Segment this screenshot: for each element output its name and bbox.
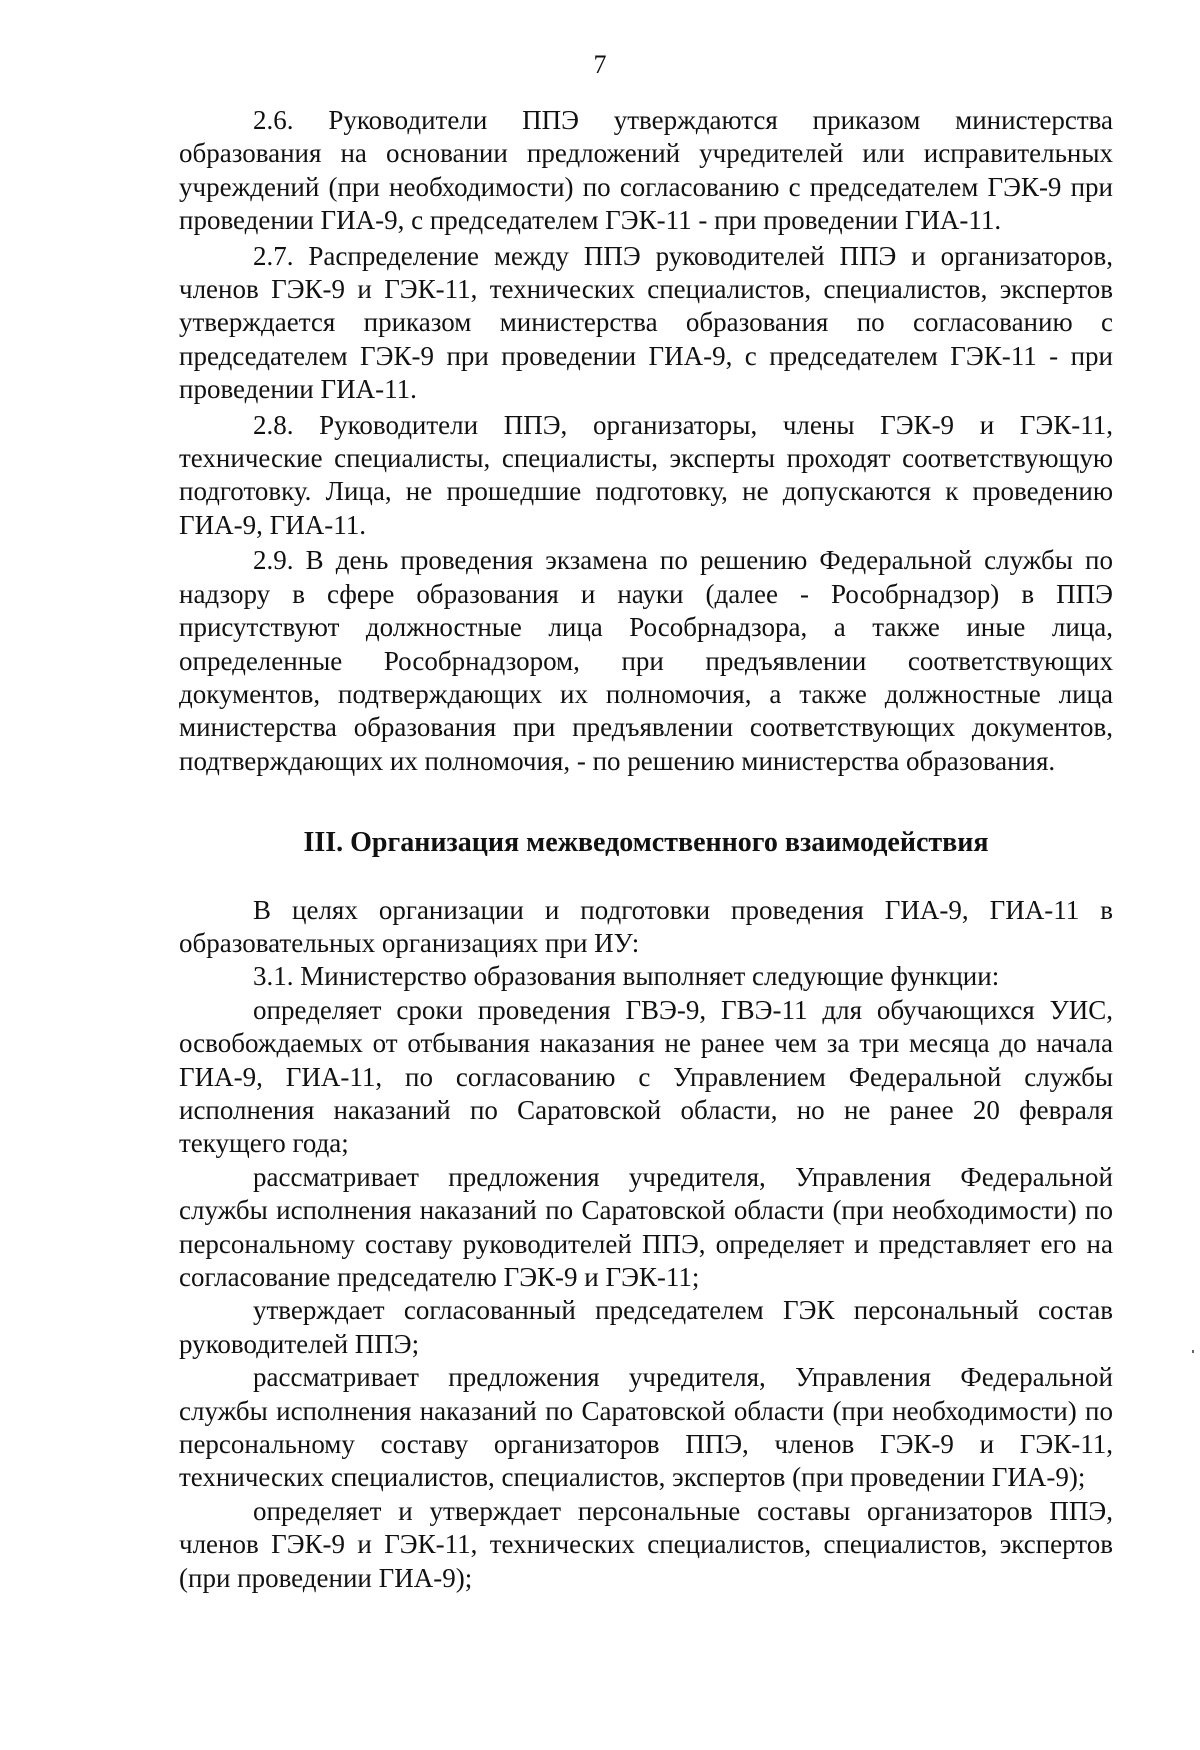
scan-speck [1192, 1350, 1194, 1353]
paragraph-2-6: 2.6. Руководители ППЭ утверждаются приказом министерства образования на основании предложений учредителей или исправительных учреждений (при необходимости) по согласованию с председателем ГЭК-9 при проведении ГИА-9, с председателем ГЭК-11 - при проведении ГИА-11. [179, 105, 1113, 236]
section-heading: III. Организация межведомственного взаимодействия [303, 827, 989, 859]
paragraph-2-9: 2.9. В день проведения экзамена по решению Федеральной службы по надзору в сфере образования и науки (далее - Рособрнадзор) в ППЭ присутствуют должностные лица Рособрнадзора, а также иные лица, определенные Рособрнадзором, при предъявлении соответствующих документов, подтверждающих их полномочия, а также должностные лица министерства образования при предъявлении соответствующих документов, подтверждающих их полномочия, - по решению министерства образования. [179, 545, 1113, 776]
function-exam-dates: определяет сроки проведения ГВЭ-9, ГВЭ-11 для обучающихся УИС, освобождаемых от отбывания наказания не ранее чем за три месяца до начала ГИА-9, ГИА-11, по согласованию с Управлением Федеральной службы исполнения наказаний по Саратовской области, но не ранее 20 февраля текущего года; [179, 994, 1113, 1159]
paragraph-2-7: 2.7. Распределение между ППЭ руководителей ППЭ и организаторов, членов ГЭК-9 и ГЭК-11, технических специалистов, специалистов, экспертов утверждается приказом министерства образования по согласованию с председателем ГЭК-9 при проведении ГИА-9, с председателем ГЭК-11 - при проведении ГИА-11. [179, 240, 1113, 405]
function-review-staff-proposals: рассматривает предложения учредителя, Управления Федеральной службы исполнения наказаний по Саратовской области (при необходимости) по персональному составу организаторов ППЭ, членов ГЭК-9 и ГЭК-11, технических специалистов, специалистов, экспертов (при проведении ГИА-9); [179, 1362, 1113, 1493]
paragraph-2-8: 2.8. Руководители ППЭ, организаторы, члены ГЭК-9 и ГЭК-11, технические специалисты, специалисты, эксперты проходят соответствующую подготовку. Лица, не прошедшие подготовку, не допускаются к проведению ГИА-9, ГИА-11. [179, 409, 1113, 540]
page-number: 7 [593, 50, 607, 79]
document-body [179, 104, 1113, 1595]
function-review-heads-proposals: рассматривает предложения учредителя, Управления Федеральной службы исполнения наказаний по Саратовской области (при необходимости) по персональному составу руководителей ППЭ, определяет и представляет его на согласование председателю ГЭК-9 и ГЭК-11; [179, 1161, 1113, 1292]
paragraph-section-intro: В целях организации и подготовки проведения ГИА-9, ГИА-11 в образовательных организациях при ИУ: [179, 894, 1113, 958]
paragraph-3-1: 3.1. Министерство образования выполняет следующие функции: [253, 961, 1000, 992]
function-approve-staff: определяет и утверждает персональные составы организаторов ППЭ, членов ГЭК-9 и ГЭК-11, технических специалистов, специалистов, экспертов (при проведении ГИА-9); [179, 1495, 1113, 1593]
function-approve-heads: утверждает согласованный председателем ГЭК персональный состав руководителей ППЭ; [179, 1295, 1113, 1359]
